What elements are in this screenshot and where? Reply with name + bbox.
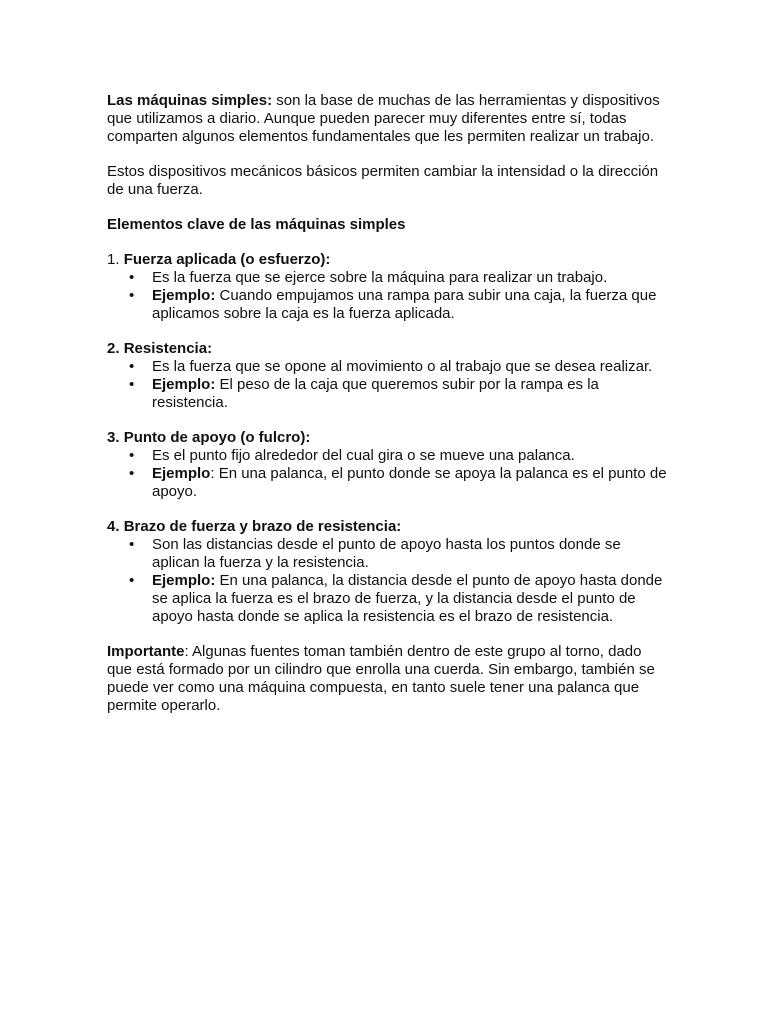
section-heading: Elementos clave de las máquinas simples: [107, 216, 406, 233]
list-item-4: [107, 518, 667, 626]
intro-text: son la base de muchas de las herramientas y dispositivos que utilizamos a diario. Aunque pueden parecer muy diferentes entre sí, todas comparten algunos elementos fundamentales que les permiten realizar un trabajo.: [107, 92, 660, 145]
paragraph-2: Estos dispositivos mecánicos básicos permiten cambiar la intensidad o la dirección de una fuerza.: [107, 163, 659, 198]
note-label: Importante: [107, 643, 185, 660]
intro-lead: Las máquinas simples:: [107, 92, 273, 109]
item-bullets: [107, 269, 667, 323]
bullet-icon: •: [129, 269, 135, 286]
example-label: Ejemplo:: [152, 572, 216, 589]
intro-paragraph: [107, 92, 667, 146]
bullet-example: [129, 376, 667, 412]
bullet-icon: •: [129, 447, 135, 464]
bullet-icon: •: [129, 287, 135, 304]
item-title: Brazo de fuerza y brazo de resistencia:: [123, 518, 402, 535]
example-text: Cuando empujamos una rampa para subir una caja, la fuerza que aplicamos sobre la caja es la fuerza aplicada.: [152, 287, 657, 322]
document-body: [107, 92, 667, 715]
example-text: El peso de la caja que queremos subir por la rampa es la resistencia.: [152, 376, 599, 411]
item-title: Resistencia:: [123, 340, 213, 357]
bullet-icon: •: [129, 358, 135, 375]
bullet-icon: •: [129, 376, 135, 393]
item-heading: [107, 518, 667, 536]
item-number: 1.: [107, 251, 124, 268]
item-title: Punto de apoyo (o fulcro):: [123, 429, 311, 446]
bullet-definition: • Es la fuerza que se opone al movimiento o al trabajo que se desea realizar.: [129, 358, 653, 375]
list-item-1: [107, 251, 667, 323]
item-bullets: [107, 447, 667, 501]
example-label: Ejemplo:: [152, 376, 216, 393]
example-text: : En una palanca, el punto donde se apoya la palanca es el punto de apoyo.: [152, 465, 667, 500]
bullet-icon: •: [129, 465, 135, 482]
example-label: Ejemplo: [152, 465, 211, 482]
item-heading: [107, 429, 667, 447]
list-item-2: [107, 340, 667, 412]
note-paragraph: [107, 643, 667, 715]
list-item-3: [107, 429, 667, 501]
item-bullets: [107, 358, 667, 412]
item-number: 2.: [107, 340, 124, 357]
bullet-example: [129, 287, 667, 323]
note-text: : Algunas fuentes toman también dentro de este grupo al torno, dado que está formado por un cilindro que enrolla una cuerda. Sin embargo, también se puede ver como una máquina compuesta, en tanto suele tener una palanca que permite operarlo.: [107, 643, 655, 714]
bullet-example: [129, 465, 667, 501]
example-label: Ejemplo:: [152, 287, 216, 304]
bullet-example: [129, 572, 667, 626]
item-number: 3.: [107, 429, 124, 446]
item-bullets: [107, 536, 667, 626]
item-heading: [107, 251, 667, 269]
item-number: 4.: [107, 518, 124, 535]
bullet-definition: • Son las distancias desde el punto de apoyo hasta los puntos donde se aplican la fuerza y la resistencia.: [129, 536, 621, 571]
example-text: En una palanca, la distancia desde el punto de apoyo hasta donde se aplica la fuerza es el brazo de fuerza, y la distancia desde el punto de apoyo hasta donde se aplica la resistencia es el brazo de resistencia.: [152, 572, 663, 625]
bullet-definition: • Es la fuerza que se ejerce sobre la máquina para realizar un trabajo.: [129, 269, 608, 286]
bullet-definition: • Es el punto fijo alrededor del cual gira o se mueve una palanca.: [129, 447, 575, 464]
bullet-icon: •: [129, 536, 135, 553]
item-title: Fuerza aplicada (o esfuerzo):: [123, 251, 331, 268]
bullet-icon: •: [129, 572, 135, 589]
item-heading: [107, 340, 667, 358]
